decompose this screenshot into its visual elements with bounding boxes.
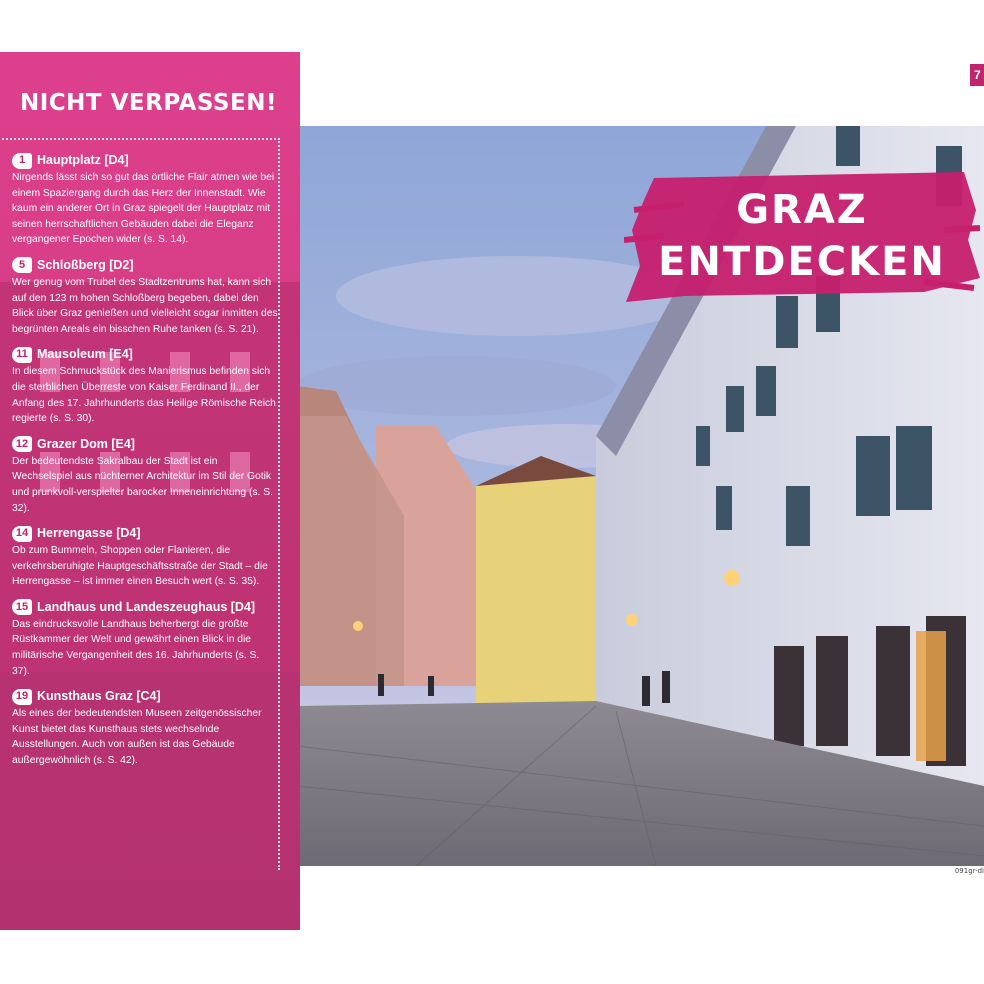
banner-title-line1: GRAZ: [736, 187, 868, 233]
item-number-badge: 1: [12, 153, 32, 169]
item-title: Herrengasse [D4]: [37, 526, 141, 541]
item-description: In diesem Schmuckstück des Manierismus befinden sich die sterblichen Überreste von Kaiser Ferdinand II., der Anfang des 17. Jahrhunderts das Heilige Römische Reich regierte (s. S. 30).: [12, 366, 276, 425]
item-description: Als eines der bedeutendsten Museen zeitgenössischer Kunst bietet das Kunsthaus stets wechselnde Ausstellungen. Auch von außen ist das Gebäude außergewöhnlich (s. S. 42).: [12, 708, 262, 767]
item-description: Der bedeutendste Sakralbau der Stadt ist ein Wechselspiel aus nüchterner Architektur im Stil der Gotik und prunkvoll-verspielter barocker Inneneinrichtung (s. S. 32).: [12, 455, 273, 514]
title-banner: [624, 170, 980, 306]
banner-title-line2: ENTDECKEN: [658, 239, 946, 285]
item-description: Ob zum Bummeln, Shoppen oder Flanieren, die verkehrsberuhigte Hauptgeschäftsstraße der Stadt – die Herrengasse – ist immer einen Besuch wert (s. S. 35).: [12, 545, 268, 588]
list-item: [12, 525, 278, 590]
page-number: 7: [970, 64, 984, 86]
item-title: Grazer Dom [E4]: [37, 436, 135, 451]
item-number-badge: 15: [12, 599, 32, 615]
list-item: [12, 257, 278, 337]
item-number-badge: 5: [12, 257, 32, 273]
item-title: Schloßberg [D2]: [37, 257, 134, 272]
item-title: Hauptplatz [D4]: [37, 153, 129, 167]
item-number-badge: 12: [12, 436, 32, 452]
item-title: Landhaus und Landeszeughaus [D4]: [37, 599, 256, 614]
list-item: [12, 436, 278, 516]
list-item: [12, 688, 278, 768]
item-description: Nirgends lässt sich so gut das örtliche Flair atmen wie bei einem Spaziergang durch das Herz der Innenstadt. Wie kaum ein anderer Ort in Graz spiegelt der Hauptplatz mit seinen herrschaftlichen Gebäuden dabei die Eleganz vergangener Epochen wider (s. S. 14).: [12, 172, 275, 246]
highlights-panel: [0, 52, 300, 930]
item-number-badge: 14: [12, 526, 32, 542]
item-number-badge: 11: [12, 347, 32, 363]
photo-credit: 091gr-di: [954, 867, 984, 875]
highlights-list: [12, 152, 278, 778]
item-title: Mausoleum [E4]: [37, 347, 133, 362]
list-item: [12, 346, 278, 426]
list-item: [12, 599, 278, 679]
item-description: Das eindrucksvolle Landhaus beherbergt die größte Rüstkammer der Welt und gewährt einen Blick in die militärische Vergangenheit des 16. Jahrhunderts (s. S. 37).: [12, 618, 260, 677]
item-title: Kunsthaus Graz [C4]: [37, 689, 161, 704]
item-description: Wer genug vom Trubel des Stadtzentrums hat, kann sich auf den 123 m hohen Schloßberg begeben, dabei den Blick über Graz genießen und vielleicht sogar inmitten des begrünten Areals ein bisschen Ruhe tanken (s. S. 21).: [12, 276, 278, 335]
item-number-badge: 19: [12, 689, 32, 705]
list-item: [12, 152, 278, 248]
panel-title: NICHT VERPASSEN!: [20, 90, 277, 116]
